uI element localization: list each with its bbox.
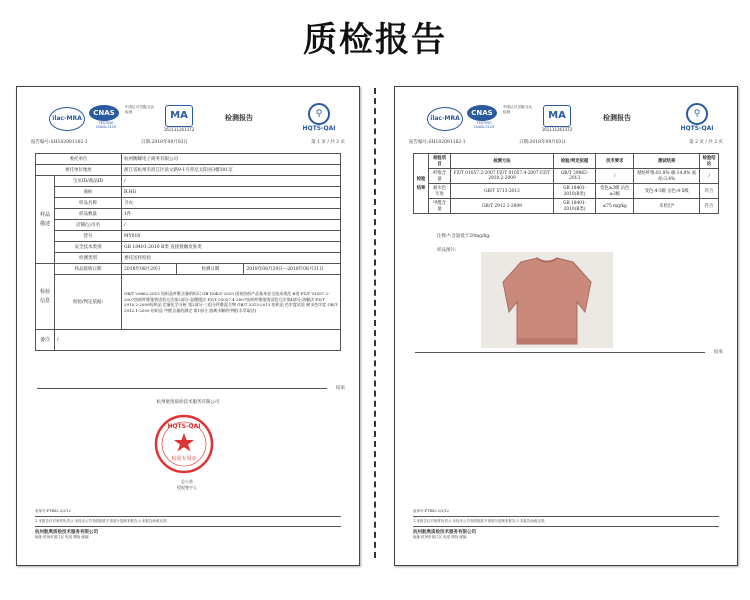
results-group-label: 检验结果: [414, 154, 429, 214]
photo-label: 样品图片:: [437, 248, 457, 253]
cma-logo: MA: [165, 105, 193, 127]
cma-number: 161111261372: [541, 127, 573, 132]
report-meta: [31, 139, 345, 149]
cnas-logo: CNAS TESTING CNASL3129: [89, 105, 123, 131]
hqts-logo: ⚲ HQTS-QAI: [297, 103, 341, 132]
magnifier-icon: ⚲: [686, 103, 708, 125]
cnas-caption: 中国认可 国际互认 检测: [503, 105, 533, 114]
logo-strip: [31, 103, 345, 137]
table-header: 检测方法: [451, 154, 554, 169]
table-header: 检验结论: [700, 154, 719, 169]
magnifier-icon: ⚲: [308, 103, 330, 125]
cma-logo: MA: [543, 105, 571, 127]
official-seal: [153, 413, 215, 475]
table-row: 纤维含量 FZ/T 01057.2-2007 FZ/T 01057.4-2007 FZ/T 2910.2-2009 GB/T 29862-2013 / 腈纶纤维:81.8% 棉:14.8% 氨纶:3.4% /: [414, 169, 719, 184]
footer-address: 地址:杭州市滨江区 电话 网址 邮编: [35, 535, 89, 539]
ilac-mra-logo: ilac-MRA: [427, 107, 463, 131]
report-meta: [409, 139, 723, 149]
report-number: 报告编号:SH182081162-1: [409, 140, 466, 145]
cnas-caption: 中国认可 国际互认 检测: [125, 105, 155, 114]
table-header: 测试结果: [634, 154, 700, 169]
report-title: 检测报告: [603, 114, 631, 122]
form-number: 表单号:FTR82-2/3/12: [35, 509, 71, 513]
svg-text:HQTS-QAI: HQTS-QAI: [167, 423, 201, 430]
hqts-logo: ⚲ HQTS-QAI: [675, 103, 719, 132]
table-header: 技术要求: [596, 154, 634, 169]
page-number: 第 1 页 / 共 2 页: [311, 140, 345, 145]
svg-text:检验专用章: 检验专用章: [171, 456, 197, 462]
page-footer: [413, 509, 719, 540]
footer-notes: 1.本报告仅对来样负责;2.未经本公司书面批准不得部分复制本报告;3.本报告涂改无效;: [413, 519, 546, 523]
cma-number: 161111261372: [163, 127, 195, 132]
page-title: 质检报告: [303, 20, 447, 60]
footer-company: 杭州航奥质检技术服务有限公司: [35, 530, 98, 535]
table-note: 注释:*-含量低于20mg/kg;: [437, 234, 491, 239]
results-table: [413, 153, 719, 214]
table-header: 检验/判定依据: [553, 154, 595, 169]
report-date: 日期:2018年09月03日: [519, 140, 566, 145]
form-number: 表单号:FTR82-2/3/12: [413, 509, 449, 513]
footer-address: 地址:杭州市滨江区 电话 网址 邮编: [413, 535, 467, 539]
signature-block: [147, 479, 227, 491]
sample-info-table: 委托单位 杭州衡曜电子商务有限公司 委托单位地址 浙江省杭州市滨江区滨文路9-1号普尼太阳谷3楼301室 样品描述 宝贝ID/商品ID / 商标 B.HG 样品名称 卫衣 样品数量 1件 店铺/公司名 / 货号 MY018 安全技术类别 GB 18401-2010 B类 直接接触皮肤类 检测类别 委托送样检验 检验信息 样品接收日期 2018年08月29日 检测日期 2018年08月29日—2018年08月31日 检验/判定依据: GB/T 29862-2013 纺织品纤维含量的标识 GB 18401-2010 国家纺织产品基本安全技术规范 B类 FZ/T 01057.2-2007纺织纤维鉴别试验方法第2部分:显微镜法 FZ/T 01057.4-2007纺织纤维鉴别试验方法第4部分:溶解法 FZ/T 2910.2-2009纺织品 定量化学分析 第2部分:三组分纤维混合物 GB/T 3313-2013 纺织品 色牢度试验 耐水色牢度 GB/T 2912.1-2009 纺织品 甲醛含量的测定 第1部分 游离水解的甲醛(水萃取法) 备注 /: [35, 153, 341, 351]
report-number: 报告编号:SH182081162-1: [31, 140, 88, 145]
end-marker: 结束: [415, 349, 723, 355]
ilac-mra-logo: ilac-MRA: [49, 107, 85, 131]
logo-strip: [409, 103, 723, 137]
page-number: 第 2 页 / 共 2 页: [689, 140, 723, 145]
end-marker: 结束: [37, 385, 345, 391]
report-page-2: [394, 86, 738, 566]
table-row: 甲醛含量 GB/T 2912.1-2009 GB 18401-2010(B类) ≤75 mg/kg 未检出* 符合: [414, 199, 719, 214]
table-row: 耐水色牢度 GB/T 5713-2013 GB 18401-2010(B类) 变色≥3级 沾色≥3级 变色:4-5级 沾色:4-5级 符合: [414, 184, 719, 199]
report-page-1: [16, 86, 360, 566]
footer-company: 杭州航奥质检技术服务有限公司: [413, 530, 476, 535]
divider: [374, 88, 376, 558]
sample-photo: [481, 252, 613, 348]
page-footer: [35, 509, 341, 540]
report-title: 检测报告: [225, 114, 253, 122]
table-header: 检验项目: [429, 154, 451, 169]
signer-name: 总小养: [181, 479, 193, 484]
footer-notes: 1.本报告仅对来样负责;2.未经本公司书面批准不得部分复制本报告;3.本报告涂改无效;: [35, 519, 168, 523]
firm-name: 杭州航奥质检技术服务有限公司: [156, 400, 220, 405]
cnas-logo: CNAS TESTING CNASL3129: [467, 105, 501, 131]
report-date: 日期:2018年09月03日: [141, 140, 188, 145]
signer-title: 授权签字人: [177, 485, 197, 490]
